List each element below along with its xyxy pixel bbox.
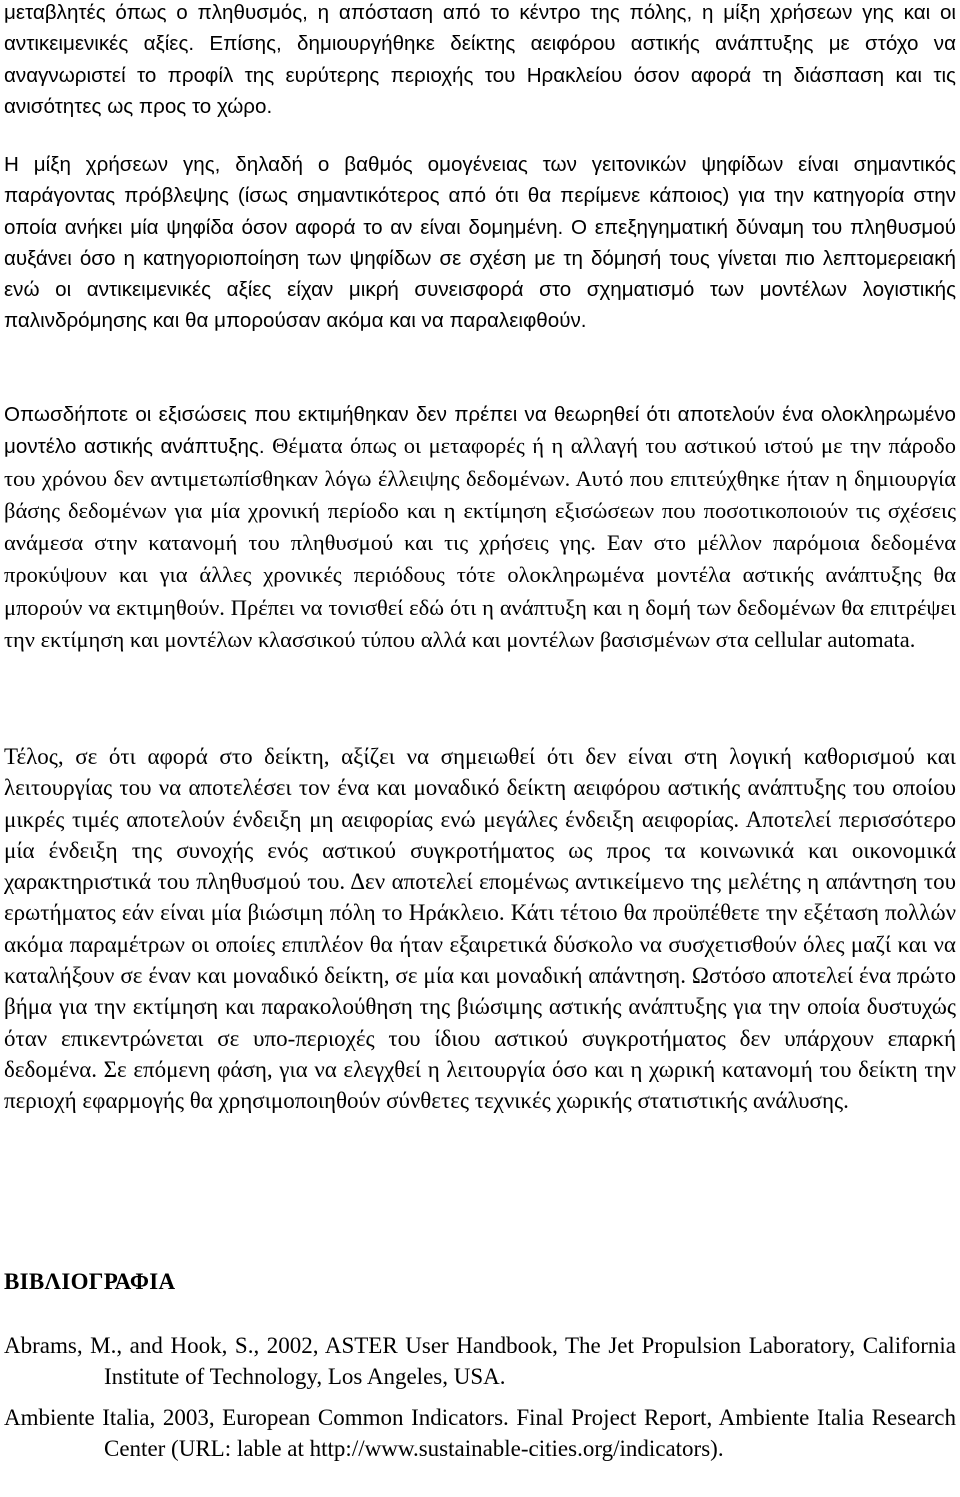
paragraph-3	[4, 399, 956, 656]
bibliography-heading: ΒΙΒΛΙΟΓΡΑΦΙΑ	[4, 1269, 176, 1294]
paragraph-3-serif-part: Θέματα όπως οι μεταφορές ή η αλλαγή του αστικού ιστού με την πάροδο του χρόνου δεν αντιμετωπίσθηκαν λόγω έλλειψης δεδομένων. Αυτό που επιτεύχθηκε ήταν η δημιουργία βάσης δεδομένων για μία χρονική περίοδο και η εκτίμηση εξισώσεων που ποσοτικοποιούν τις σχέσεις ανάμεσα στην κατανομή του πληθυσμού και τις χρήσεις γης. Εαν στο μέλλον παρόμοια δεδομένα προκύψουν και για άλλες χρονικές περιόδους τότε ολοκληρωμένα μοντέλα αστικής ανάπτυξης θα μπορούν να εκτιμηθούν. Πρέπει να τονισθεί εδώ ότι η ανάπτυξη και η δομή των δεδομένων θα επιτρέψει την εκτίμηση και μοντέλων κλασσικού τύπου αλλά και μοντέλων βασισμένων στα cellular automata.	[4, 433, 956, 653]
paragraph-2: Η μίξη χρήσεων γης, δηλαδή ο βαθμός ομογένειας των γειτονικών ψηφίδων είναι σημαντικός παράγοντας πρόβλεψης (ίσως σημαντικότερος από ότι θα περίμενε κάποιος) για την κατηγορία στην οποία ανήκει μία ψηφίδα όσον αφορά το αν είναι δομημένη. Ο επεξηγηματική δύναμη του πληθυσμού αυξάνει όσο η κατηγοριοποίηση των ψηφίδων σε σχέση με τη δόμησή τους γίνεται πιο λεπτομερειακή ενώ οι αντικειμενικές αξίες είχαν μικρή συνεισφορά στο σχηματισμό των μοντέλων λογιστικής παλινδρόμησης και θα μπορούσαν ακόμα και να παραλειφθούν.	[4, 153, 956, 333]
reference-2: Ambiente Italia, 2003, European Common Indicators. Final Project Report, Ambiente Italia Research Center (URL: lable at http://www.sustainable-cities.org/indicators).	[4, 1405, 956, 1461]
paragraph-1: μεταβλητές όπως ο πληθυσμός, η απόσταση από το κέντρο της πόλης, η μίξη χρήσεων γης και οι αντικειμενικές αξίες. Επίσης, δημιουργήθηκε δείκτης αειφόρου αστικής ανάπτυξης με στόχο να αναγνωριστεί το προφίλ της ευρύτερης περιοχής του Ηρακλείου όσον αφορά τη διάσπαση και τις ανισότητες ως προς το χώρο.	[4, 1, 956, 118]
paragraph-3-sans-part: Οπωσδήποτε οι εξισώσεις που εκτιμήθηκαν δεν πρέπει να θεωρηθεί ότι αποτελούν ένα ολοκληρωμένο μοντέλο αστικής ανάπτυξης.	[4, 403, 956, 459]
reference-1: Abrams, M., and Hook, S., 2002, ASTER User Handbook, The Jet Propulsion Laboratory, California Institute of Technology, Los Angeles, USA.	[4, 1333, 956, 1389]
paragraph-4: Τέλος, σε ότι αφορά στο δείκτη, αξίζει να σημειωθεί ότι δεν είναι στη λογική καθορισμού και λειτουργίας του να αποτελέσει τον ένα και μοναδικό δείκτη αειφόρου αστικής ανάπτυξης του οποίου μικρές τιμές αποτελούν ένδειξη μη αειφορίας ενώ μεγάλες ένδειξη αειφορίας. Αποτελεί περισσότερο μία ένδειξη της συνοχής ενός αστικού συγκροτήματος ως προς τα κοινωνικά και οικονομικά χαρακτηριστικά του πληθυσμού του. Δεν αποτελεί επομένως αντικείμενο της μελέτης η απάντηση του ερωτήματος εάν είναι μία βιώσιμη πόλη το Ηράκλειο. Κάτι τέτοιο θα προϋπέθετε την εξέταση πολλών ακόμα παραμέτρων οι οποίες επιπλέον θα ήταν εξαιρετικά δύσκολο να συσχετισθούν όλες μαζί και να καταλήξουν σε έναν και μοναδικό δείκτη, σε μία και μοναδική απάντηση. Ωστόσο αποτελεί ένα πρώτο βήμα για την εκτίμηση και παρακολούθηση της βιώσιμης αστικής ανάπτυξης για την οποία δυστυχώς όταν επικεντρώνεται σε υπο-περιοχές του ίδιου αστικού συγκροτήματος δεν υπάρχουν επαρκή δεδομένα. Σε επόμενη φάση, για να ελεγχθεί η λειτουργία όσο και η χωρική κατανομή του δείκτη την περιοχή εφαρμογής θα χρησιμοποιηθούν σύνθετες τεχνικές χωρικής στατιστικής ανάλυσης.	[4, 744, 956, 1114]
